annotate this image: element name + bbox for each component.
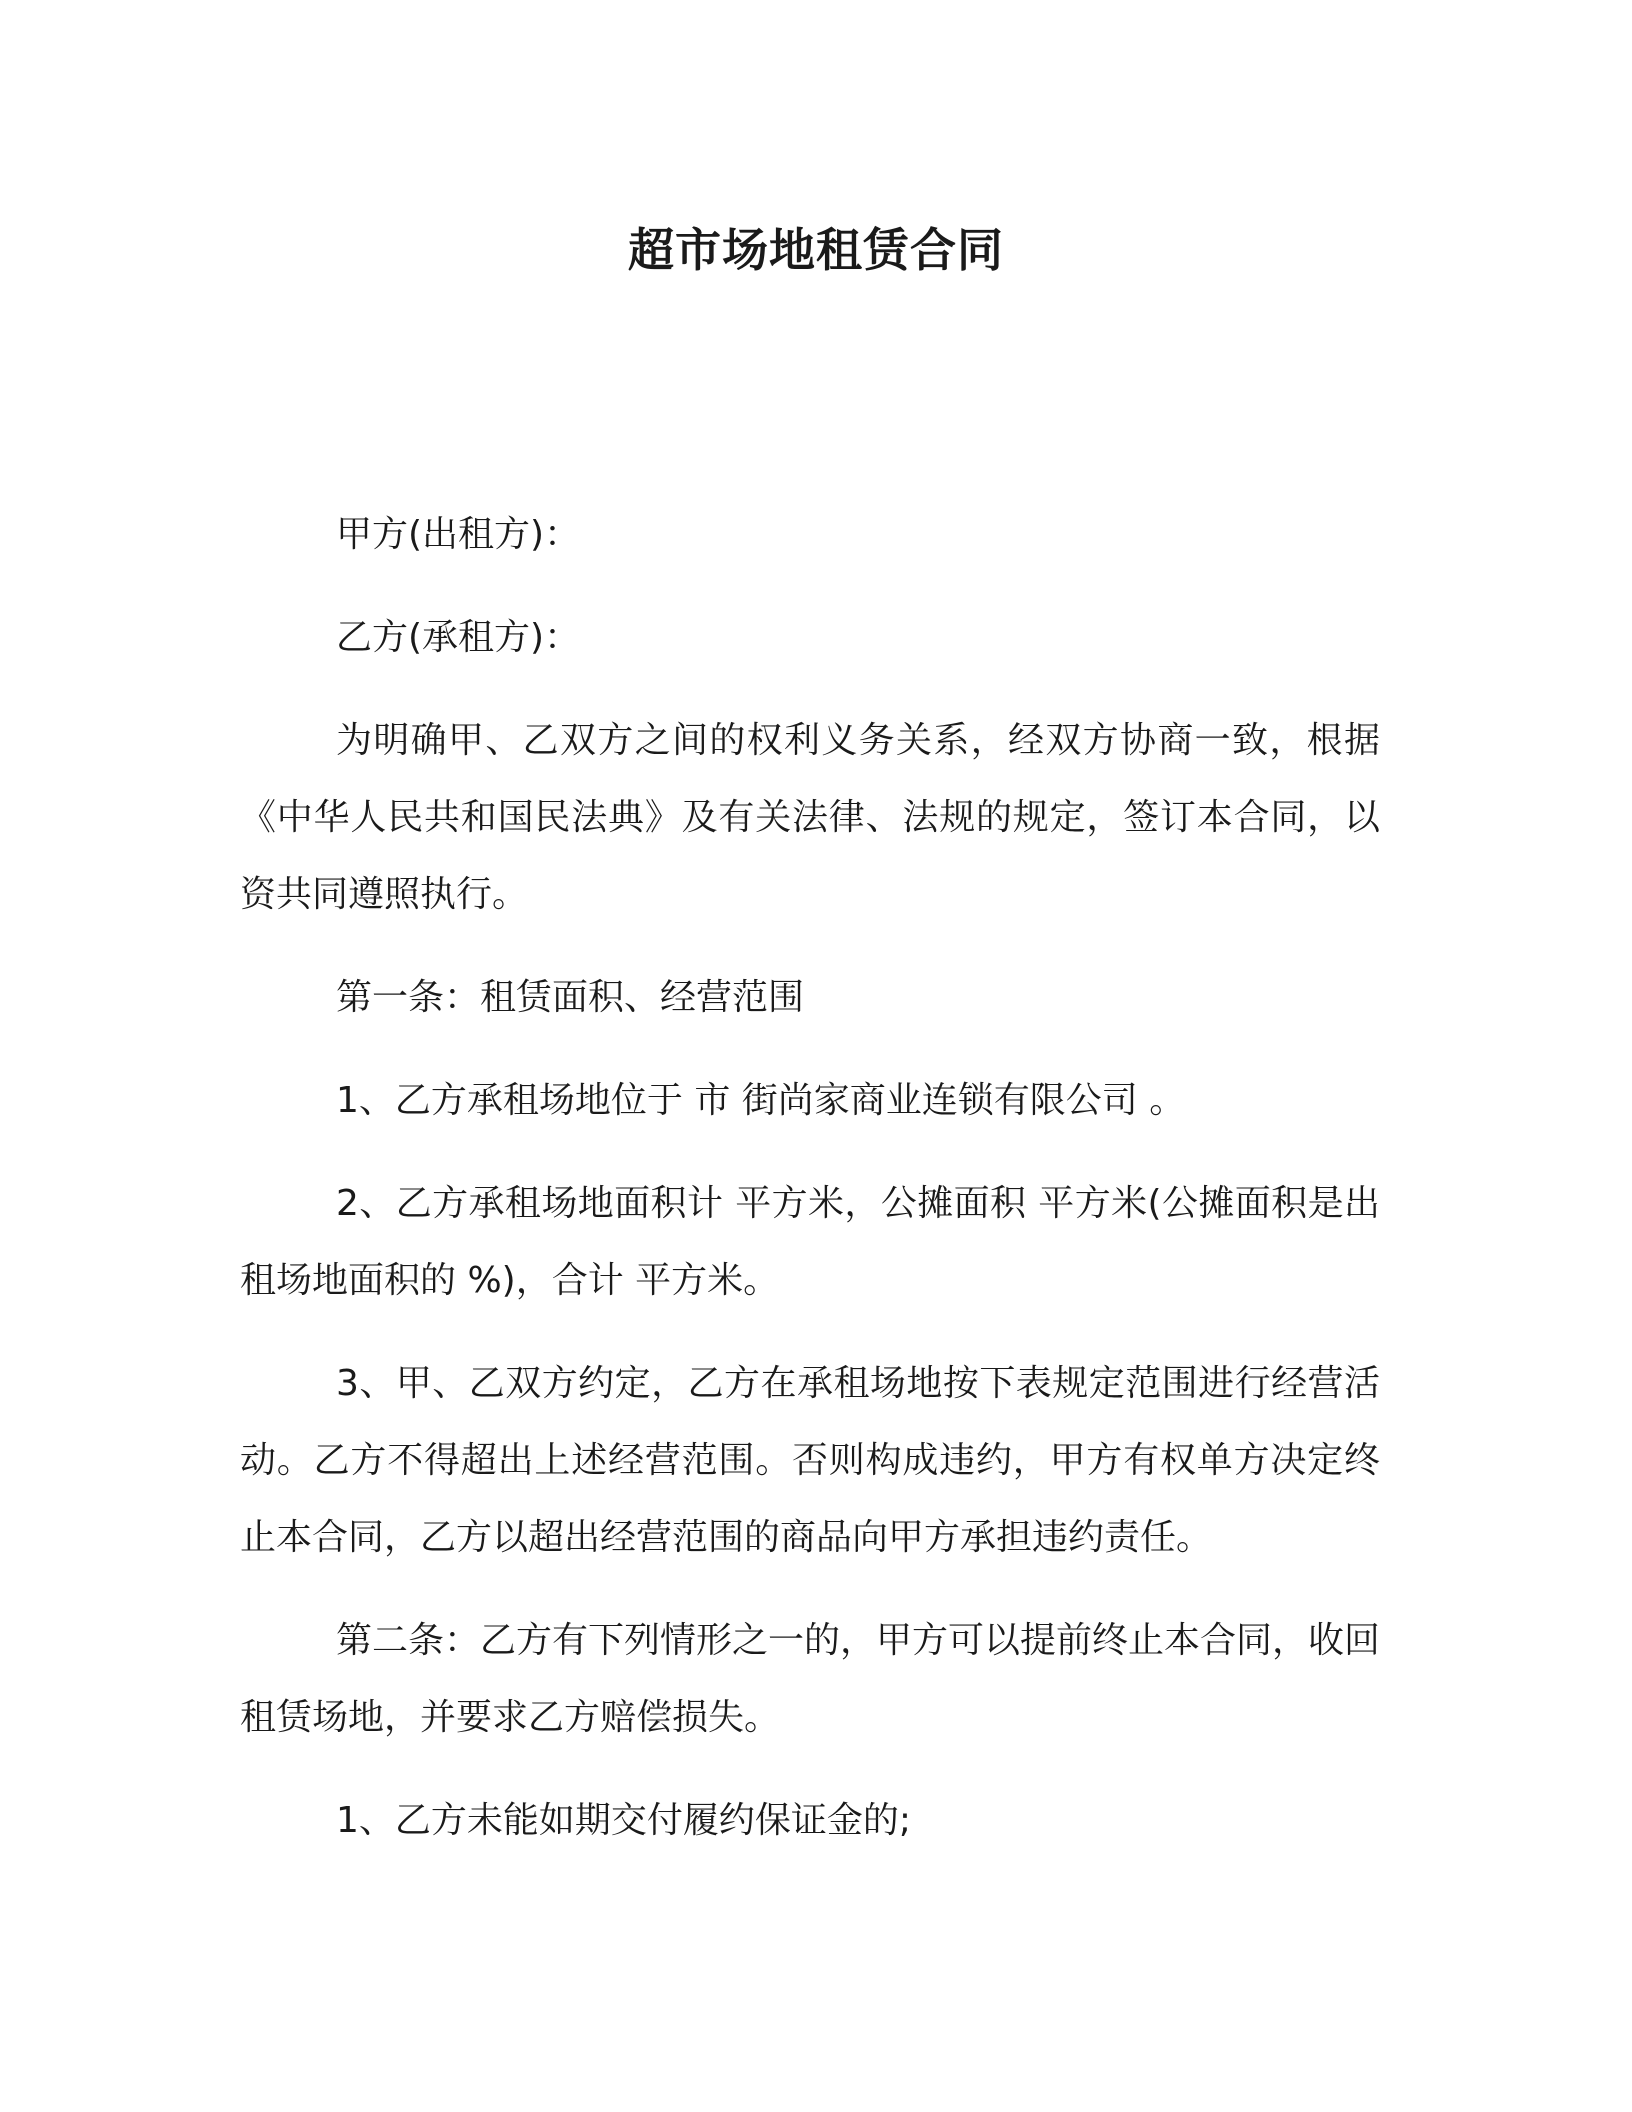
preamble-paragraph: 为明确甲、乙双方之间的权利义务关系，经双方协商一致，根据《中华人民共和国民法典》及有关法律、法规的规定，签订本合同，以资共同遵照执行。	[240, 720, 1380, 915]
document-title: 超市场地租赁合同	[628, 223, 1004, 277]
article-1-heading: 第一条：租赁面积、经营范围	[336, 977, 805, 1018]
article-1-clause-1: 1、乙方承租场地位于 市 街尚家商业连锁有限公司 。	[336, 1080, 1186, 1121]
party-b-line: 乙方(承租方)：	[336, 617, 581, 658]
article-1-clause-3: 3、甲、乙双方约定，乙方在承租场地按下表规定范围进行经营活动。乙方不得超出上述经营范围。否则构成违约，甲方有权单方决定终止本合同，乙方以超出经营范围的商品向甲方承担违约责任。	[240, 1363, 1380, 1558]
article-1-clause-2: 2、乙方承租场地面积计 平方米，公摊面积 平方米(公摊面积是出租场地面积的 %)，合计 平方米。	[240, 1183, 1380, 1301]
article-2-clause-1: 1、乙方未能如期交付履约保证金的;	[336, 1800, 912, 1841]
document-body	[240, 496, 1380, 1885]
party-a-line: 甲方(出租方)：	[336, 514, 581, 555]
article-2-paragraph: 第二条：乙方有下列情形之一的，甲方可以提前终止本合同，收回租赁场地，并要求乙方赔偿损失。	[240, 1620, 1381, 1738]
